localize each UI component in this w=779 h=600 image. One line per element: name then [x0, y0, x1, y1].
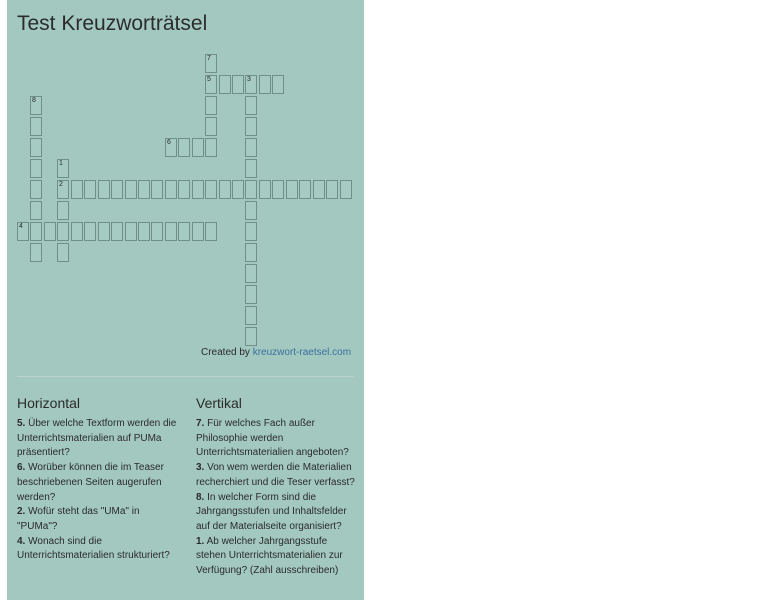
crossword-cell[interactable] — [326, 180, 338, 199]
crossword-cell[interactable] — [57, 201, 69, 220]
crossword-cell[interactable] — [245, 243, 257, 262]
crossword-cell[interactable] — [205, 180, 217, 199]
divider — [17, 376, 354, 377]
clue-number: 5 — [207, 76, 211, 83]
vertical-heading: Vertikal — [196, 395, 242, 411]
crossword-cell[interactable] — [125, 180, 137, 199]
crossword-cell[interactable] — [245, 159, 257, 178]
crossword-cell[interactable] — [57, 159, 69, 178]
crossword-cell[interactable] — [71, 180, 83, 199]
crossword-cell[interactable] — [138, 222, 150, 241]
crossword-cell[interactable] — [111, 180, 123, 199]
clue-number: 1 — [59, 160, 63, 167]
crossword-cell[interactable] — [125, 222, 137, 241]
crossword-cell[interactable] — [57, 243, 69, 262]
crossword-cell[interactable] — [245, 75, 257, 94]
crossword-cell[interactable] — [178, 138, 190, 157]
crossword-cell[interactable] — [57, 222, 69, 241]
horizontal-heading: Horizontal — [17, 395, 81, 411]
crossword-cell[interactable] — [165, 222, 177, 241]
clue-number: 6 — [167, 139, 171, 146]
crossword-cell[interactable] — [272, 75, 284, 94]
clue-number: 4 — [19, 223, 23, 230]
clue-h2: 2. Wofür steht das "UMa" in "PUMa"? — [17, 506, 140, 532]
crossword-cell[interactable] — [165, 180, 177, 199]
crossword-cell[interactable] — [84, 180, 96, 199]
credit-prefix: Created by — [201, 347, 250, 358]
crossword-cell[interactable] — [165, 138, 177, 157]
crossword-cell[interactable] — [205, 117, 217, 136]
crossword-cell[interactable] — [17, 222, 29, 241]
crossword-cell[interactable] — [30, 201, 42, 220]
crossword-cell[interactable] — [30, 117, 42, 136]
crossword-cell[interactable] — [245, 138, 257, 157]
crossword-cell[interactable] — [44, 222, 56, 241]
crossword-cell[interactable] — [205, 222, 217, 241]
crossword-cell[interactable] — [245, 327, 257, 346]
crossword-cell[interactable] — [151, 180, 163, 199]
clue-number: 7 — [207, 55, 211, 62]
crossword-cell[interactable] — [245, 180, 257, 199]
crossword-cell[interactable] — [205, 138, 217, 157]
clue-number: 2 — [59, 181, 63, 188]
crossword-cell[interactable] — [138, 180, 150, 199]
crossword-cell[interactable] — [205, 96, 217, 115]
crossword-cell[interactable] — [245, 222, 257, 241]
crossword-cell[interactable] — [286, 180, 298, 199]
crossword-cell[interactable] — [205, 75, 217, 94]
crossword-cell[interactable] — [71, 222, 83, 241]
crossword-cell[interactable] — [245, 201, 257, 220]
clue-h6: 6. Worüber können die im Teaser beschriebenen Seiten augerufen werden? — [17, 462, 164, 503]
crossword-cell[interactable] — [232, 75, 244, 94]
crossword-cell[interactable] — [205, 54, 217, 73]
clue-h4: 4. Wonach sind die Unterrichtsmaterialien strukturiert? — [17, 535, 170, 562]
crossword-cell[interactable] — [219, 180, 231, 199]
crossword-cell[interactable] — [30, 96, 42, 115]
crossword-cell[interactable] — [98, 180, 110, 199]
crossword-cell[interactable] — [313, 180, 325, 199]
clue-number: 8 — [32, 97, 36, 104]
crossword-cell[interactable] — [219, 75, 231, 94]
crossword-cell[interactable] — [178, 222, 190, 241]
crossword-cell[interactable] — [151, 222, 163, 241]
clue-h5: 5. Über welche Textform werden die Unterrichtsmaterialien auf PUMa präsentiert? — [17, 418, 177, 459]
crossword-cell[interactable] — [245, 96, 257, 115]
crossword-cell[interactable] — [245, 306, 257, 325]
credit-link[interactable]: kreuzwort-raetsel.com — [252, 347, 352, 358]
crossword-cell[interactable] — [192, 138, 204, 157]
crossword-cell[interactable] — [272, 180, 284, 199]
crossword-cell[interactable] — [84, 222, 96, 241]
crossword-cell[interactable] — [245, 285, 257, 304]
clue-number: 3 — [247, 76, 251, 83]
crossword-cell[interactable] — [232, 180, 244, 199]
crossword-cell[interactable] — [30, 159, 42, 178]
crossword-cell[interactable] — [30, 138, 42, 157]
horizontal-clue-list — [17, 417, 180, 564]
vertical-clue-list — [196, 417, 356, 579]
crossword-cell[interactable] — [111, 222, 123, 241]
crossword-cell[interactable] — [259, 75, 271, 94]
clue-v8: 8. In welcher Form sind die Jahrgangsstufen und Inhaltsfelder auf der Materialseite organisiert? — [196, 491, 347, 532]
crossword-cell[interactable] — [245, 117, 257, 136]
clue-v1: 1. Ab welcher Jahrgangsstufe stehen Unterrichtsmaterialien zur Verfügung? (Zahl ausschreiben) — [196, 535, 343, 577]
crossword-cell[interactable] — [30, 222, 42, 241]
clue-v3: 3. Von wem werden die Materialien recherchiert und die Teser verfasst? — [196, 462, 355, 488]
crossword-cell[interactable] — [340, 180, 352, 199]
clue-v7: 7. Für welches Fach außer Philosophie werden Unterrichtsmaterialien angeboten? — [196, 418, 349, 459]
crossword-cell[interactable] — [259, 180, 271, 199]
crossword-cell[interactable] — [299, 180, 311, 199]
crossword-cell[interactable] — [192, 222, 204, 241]
credit-line — [201, 347, 351, 358]
crossword-cell[interactable] — [245, 264, 257, 283]
crossword-cell[interactable] — [30, 243, 42, 262]
crossword-cell[interactable] — [98, 222, 110, 241]
crossword-cell[interactable] — [178, 180, 190, 199]
crossword-cell[interactable] — [192, 180, 204, 199]
page-title: Test Kreuzworträtsel — [17, 12, 208, 35]
crossword-cell[interactable] — [30, 180, 42, 199]
crossword-cell[interactable] — [57, 180, 69, 199]
